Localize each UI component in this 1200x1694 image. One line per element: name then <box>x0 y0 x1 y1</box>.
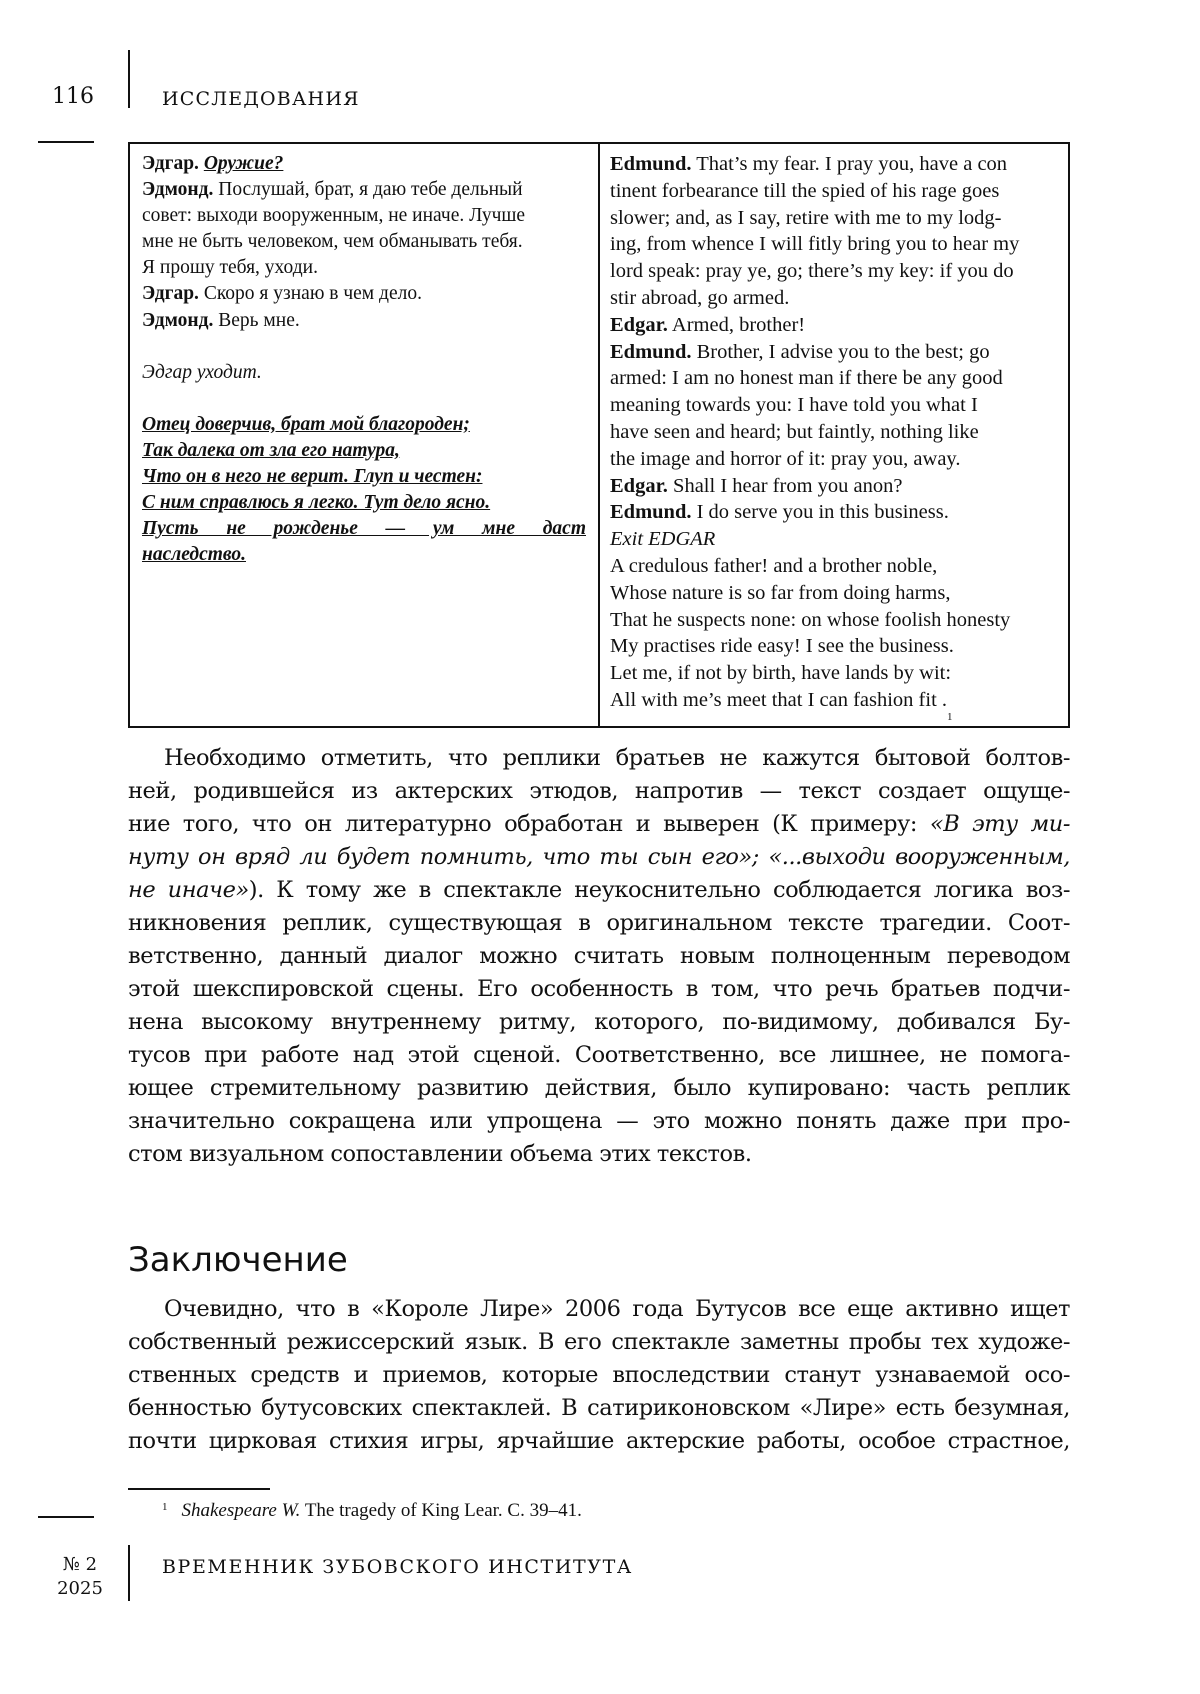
dialog-text: Скоро я узнаю в чем дело. <box>198 283 422 305</box>
issue-number: № 2 <box>62 1554 98 1575</box>
speaker-label: Эдмонд. <box>142 179 214 201</box>
dialog-text: Shall I hear from you anon? <box>667 474 903 497</box>
text-line: ). К тому же в спектакле неукоснительно соблюдается логика воз- <box>248 877 1070 903</box>
text-line: почти цирковая стихия игры, ярчайшие актерские работы, особое страстное, <box>128 1428 1070 1454</box>
dialog-text: That’s my fear. I pray you, have a con <box>691 153 1008 175</box>
dialog-line: Я прошу тебя, уходи. <box>142 257 318 279</box>
english-column <box>610 151 1062 723</box>
dialog-line: meaning towards you: I have told you what I <box>610 394 978 417</box>
emphasized-text: Оружие? <box>203 153 284 174</box>
quote-text: не иначе» <box>128 877 249 903</box>
speaker-label: Эдмонд. <box>142 309 214 331</box>
verse-line: Let me, if not by birth, have lands by wit: <box>610 662 952 685</box>
text-line: Очевидно, что в «Короле Лире» 2006 года Бутусов все еще активно ищет <box>164 1296 1070 1322</box>
quote-text: нуту он вряд ли будет помнить, что ты сын его»; «...выходи вооруженным, <box>128 844 1070 870</box>
speaker-label: Эдгар. <box>142 283 199 305</box>
dialog-comparison-table <box>128 142 1070 728</box>
dialog-line: have seen and heard; but faintly, nothing like <box>610 420 979 443</box>
footer-divider <box>128 1545 130 1601</box>
dialog-line: slower; and, as I say, retire with me to my lodg- <box>610 206 1002 229</box>
dialog-line: the image and horror of it: pray you, away. <box>610 447 961 470</box>
text-line: ственных средств и приемов, которые впоследствии станут узнаваемой осо- <box>128 1362 1070 1388</box>
footnote-rule <box>128 1488 270 1490</box>
text-line: Необходимо отметить, что реплики братьев не кажутся бытовой болтов- <box>164 745 1070 771</box>
text-line: этой шекспировской сцены. Его особенность в том, что речь братьев подчи- <box>128 976 1070 1002</box>
speaker-label: Эдгар. <box>142 153 199 174</box>
verse-line: Whose nature is so far from doing harms, <box>610 581 951 604</box>
text-line: ветственно, данный диалог можно считать новым полноценным переводом <box>128 943 1070 969</box>
text-line: стом визуальном сопоставлении объема этих текстов. <box>128 1141 752 1167</box>
issue-info <box>56 1553 104 1601</box>
dialog-line: armed: I am no honest man if there be any good <box>610 367 1003 390</box>
text-line: нена высокому внутреннему ритму, которого, по-видимому, добивался Бу- <box>128 1009 1070 1035</box>
text-line: никновения реплик, существующая в оригинальном тексте трагедии. Соот- <box>128 910 1070 936</box>
verse-line: С ним справлюсь я легко. Тут дело ясно. <box>142 492 491 514</box>
russian-column <box>142 151 586 568</box>
text-line: значительно сокращена или упрощена — это можно понять даже при про- <box>128 1108 1070 1134</box>
dialog-line: мне не быть человеком, чем обманывать тебя. <box>142 231 523 253</box>
running-head: ИССЛЕДОВАНИЯ <box>162 88 360 110</box>
footer-margin-rule <box>38 1516 94 1518</box>
header-divider <box>128 50 130 108</box>
dialog-text: I do serve you in this business. <box>691 501 949 524</box>
footnote-author: Shakespeare W. <box>181 1500 301 1521</box>
speaker-label: Edmund. <box>610 340 692 363</box>
footnote-text: The tragedy of King Lear. C. 39–41. <box>300 1500 582 1521</box>
dialog-text: Верь мне. <box>213 309 300 331</box>
verse-line: Что он в него не верит. Глуп и честен: <box>142 465 483 487</box>
dialog-text: Послушай, брат, я даю тебе дельный <box>213 179 523 201</box>
header-margin-rule <box>38 141 94 143</box>
text-line: ющее стремительному развитию действия, было купировано: часть реплик <box>128 1075 1070 1101</box>
dialog-line: ing, from whence I will fitly bring you to hear my <box>610 233 1020 256</box>
journal-title: ВРЕМЕННИК ЗУБОВСКОГО ИНСТИТУТА <box>162 1556 633 1578</box>
speaker-label: Edgar. <box>610 474 668 497</box>
verse-line: Отец доверчив, брат мой благороден; <box>142 413 470 435</box>
verse-line: All with me’s meet that I can fashion fit . <box>610 688 948 711</box>
dialog-line: tinent forbearance till the spied of his rage goes <box>610 179 1000 202</box>
dialog-text: Brother, I advise you to the best; go <box>691 340 990 363</box>
verse-line: наследство. <box>142 544 246 566</box>
page-number: 116 <box>52 84 94 109</box>
footnote <box>162 1500 582 1522</box>
text-line: бенностью бутусовских спектаклей. В сатириконовском «Лире» есть безумная, <box>128 1395 1070 1421</box>
text-line: ние того, что он литературно обработан и выверен (К примеру: <box>128 811 930 837</box>
dialog-line: совет: выходи вооруженным, не иначе. Лучше <box>142 205 526 227</box>
stage-direction: Exit EDGAR <box>610 528 716 551</box>
verse-line: A credulous father! and a brother noble, <box>610 554 938 577</box>
dialog-line: stir abroad, go armed. <box>610 286 790 309</box>
speaker-label: Edgar. <box>610 313 668 336</box>
dialog-text: Armed, brother! <box>667 313 806 336</box>
quote-text: «В эту ми- <box>929 811 1071 837</box>
verse-line: That he suspects none: on whose foolish honesty <box>610 608 1011 631</box>
speaker-label: Edmund. <box>610 153 692 175</box>
section-heading: Заключение <box>128 1240 348 1280</box>
text-line: собственный режиссерский язык. В его спектакле заметны пробы тех художе- <box>128 1329 1070 1355</box>
speaker-label: Edmund. <box>610 501 692 524</box>
text-line: тусов при работе над этой сценой. Соответственно, все лишнее, не помога- <box>128 1042 1070 1068</box>
body-paragraph-2 <box>128 1293 1070 1458</box>
dialog-line: lord speak: pray ye, go; there’s my key: if you do <box>610 260 1014 283</box>
footnote-reference[interactable]: 1 <box>947 710 953 723</box>
table-column-divider <box>598 144 600 726</box>
issue-year: 2025 <box>57 1578 103 1599</box>
verse-line: Так далека от зла его натура, <box>142 439 400 461</box>
verse-line: My practises ride easy! I see the business. <box>610 635 954 658</box>
text-line: ней, родившейся из актерских этюдов, напротив — текст создает ощуще- <box>128 778 1070 804</box>
stage-direction: Эдгар уходит. <box>142 361 262 383</box>
body-paragraph-1 <box>128 742 1070 1171</box>
verse-line: Пусть не рожденье — ум мне даст <box>142 518 586 540</box>
footnote-number: 1 <box>162 1501 168 1513</box>
